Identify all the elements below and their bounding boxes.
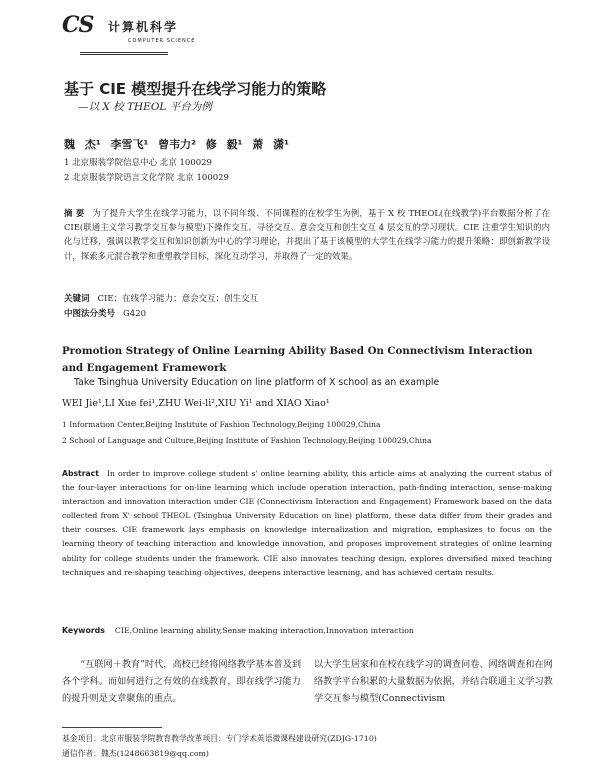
paper-subtitle-en: Take Tsinghua University Education on line platform of X school as an example <box>74 377 440 388</box>
abstract-en-label: Abstract <box>62 469 99 478</box>
authors-en: WEI Jie¹,LI Xue fei¹,ZHU Wei-li²,XIU Yi¹ and XIAO Xiao¹ <box>62 398 330 409</box>
authors-cn: 魏 杰¹ 李雪飞¹ 曾韦力² 修 毅¹ 萧 潇¹ <box>64 138 289 151</box>
keywords-cn-label: 关键词 <box>64 294 90 304</box>
keywords-en <box>62 626 414 635</box>
journal-header <box>62 12 242 52</box>
affiliation-cn: 1 北京服装学院信息中心 北京 100029 <box>64 158 212 168</box>
keywords-en-label: Keywords <box>62 626 105 635</box>
abstract-cn-label: 摘 要 <box>64 208 85 218</box>
paper-title-en: Promotion Strategy of Online Learning Ability Based On Connectivism Interaction and Engagement Framework <box>62 345 533 374</box>
paper-title-cn: 基于 CIE 模型提升在线学习能力的策略 <box>64 80 327 98</box>
abstract-cn-text: 为了提升大学生在线学习能力，以不同年级、不同课程的在校学生为例，基于 X 校 THEOL(在线教学)平台数据分析了在 CIE(联通主义学习教学交互参与模型)下操作交互、寻径交互、意会交互和创生交互 4 层交互的学习现状。CIE 注重学生知识的内化与迁移，强调以教学交互和知识创新为中心的学习理论，并提出了基于该模型的大学生在线学习能力的提升策略：即创新教学设计，探索多元混合教学和重塑教学目标，深化互动学习，并取得了一定的效果。 <box>64 208 550 261</box>
header-rule <box>80 52 168 53</box>
body-text-column-2: 以大学生居家和在校在线学习的调查问卷、网络调查和在网络教学平台积累的大量数据为依据，并结合联通主义学习教学交互参与模型(Connectivism <box>314 659 553 704</box>
keywords-cn <box>64 292 258 304</box>
paper-subtitle-cn: —以 X 校 THEOL 平台为例 <box>78 101 212 113</box>
clc-label: 中图法分类号 <box>64 309 116 319</box>
funding-footnote: 基金项目：北京市服装学院教育教学改革项目：专门学术英语微课程建设研究(ZDJG-1710) <box>62 734 377 743</box>
abstract-cn <box>64 206 550 263</box>
header-rule <box>80 54 168 55</box>
body-text-column-1: “互联网＋教育”时代，高校已经将网络教学基本普及到各个学科。而如何进行之有效的在线教育，即在线学习能力的提升则是文章聚焦的重点。 <box>62 659 302 704</box>
abstract-en-text: In order to improve college student s' online learning ability, this article aims at analyzing the current status of the four-layer interactions for on-line learning which include operation interaction, path-finding interaction, sense-making interaction and innovation interaction under CIE (Connectivism Interaction and Engagement) Framework based on the data collected from X' school THEOL (Tsinghua University Education on line) platform, these data differ from their grades and their courses. CIE framework lays emphasis on knowledge internalization and migration, emphasizes to focus on the learning theory of teaching interaction and knowledge innovation, and proposes improvement strategies of online learning ability for college students under the framework. CIE also innovates teaching design, explores diversified mixed teaching techniques and re-shaping teaching objectives, deepens interactive learning, and has achieved certain results. <box>62 469 552 577</box>
clc-value: G420 <box>123 309 147 319</box>
keywords-cn-text: CIE；在线学习能力；意会交互；创生交互 <box>97 294 259 304</box>
journal-name-en: COMPUTER SCIENCE <box>128 38 196 44</box>
classification-number <box>64 307 146 319</box>
affiliation-cn: 2 北京服装学院语言文化学院 北京 100029 <box>64 173 229 183</box>
journal-logo: CS <box>62 12 94 38</box>
abstract-en <box>62 467 552 580</box>
affiliation-en: 2 School of Language and Culture,Beijing Institute of Fashion Technology,Beijing 100029,China <box>62 436 432 445</box>
footnote-rule <box>62 727 162 728</box>
corresponding-author-footnote: 通信作者：魏杰(1248663819@qq.com) <box>62 749 209 758</box>
keywords-en-text: CIE,Online learning ability,Sense making interaction,Innovation interaction <box>114 626 414 635</box>
journal-name-cn: 计算机科学 <box>108 20 179 34</box>
affiliation-en: 1 Information Center,Beijing Institute of Fashion Technology,Beijing 100029,China <box>62 420 381 429</box>
